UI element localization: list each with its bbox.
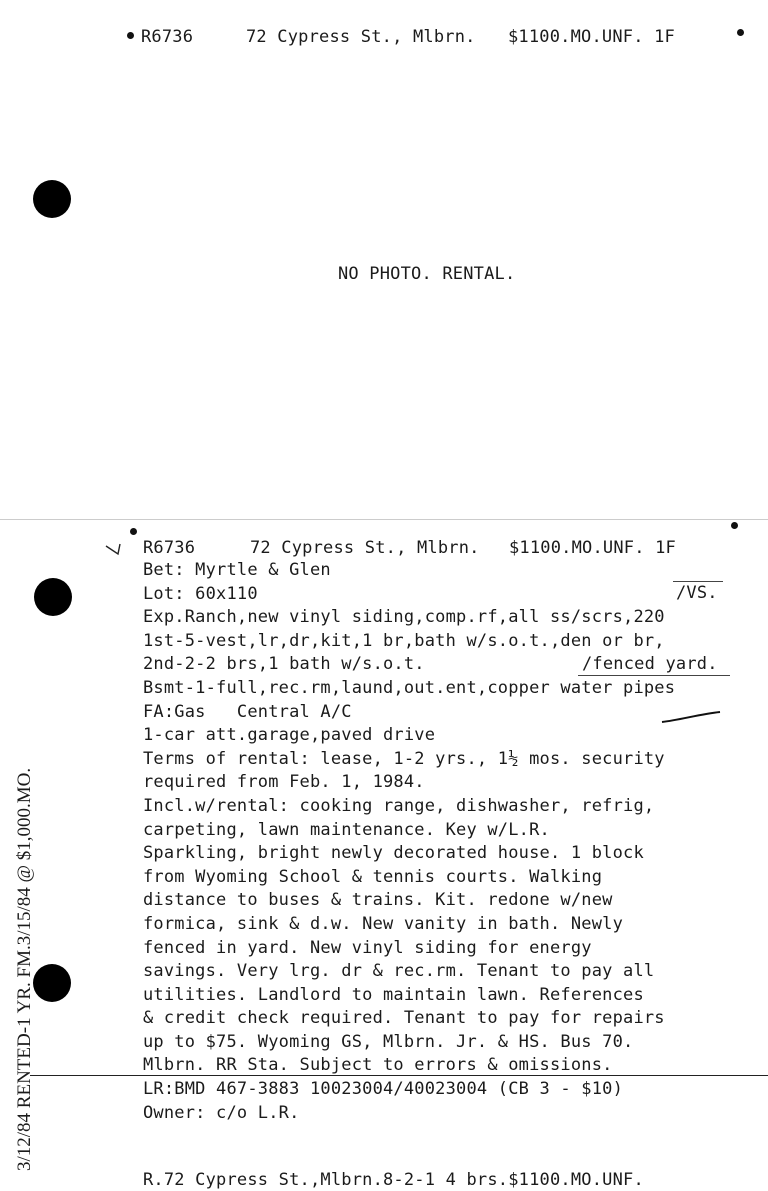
detail-line: Exp.Ranch,new vinyl siding,comp.rf,all ss/scrs,220	[143, 607, 665, 628]
bullet-dot	[737, 29, 744, 36]
detail-line: Incl.w/rental: cooking range, dishwasher, refrig,	[143, 795, 655, 816]
detail-line: FA:Gas Central A/C	[143, 701, 352, 722]
detail-line: up to $75. Wyoming GS, Mlbrn. Jr. & HS. Bus 70.	[143, 1031, 634, 1052]
listing-details	[143, 559, 675, 1125]
vs-note: /VS.	[676, 583, 718, 603]
detail-line: savings. Very lrg. dr & rec.rm. Tenant to pay all	[143, 961, 655, 982]
detail-line: required from Feb. 1, 1984.	[143, 772, 425, 793]
detail-line: & credit check required. Tenant to pay for repairs	[143, 1008, 665, 1029]
top-listing-number: R6736	[141, 27, 194, 47]
detail-line: Bsmt-1-full,rec.rm,laund,out.ent,copper water pipes	[143, 677, 676, 698]
bullet-dot	[127, 32, 134, 39]
top-address: 72 Cypress St., Mlbrn.	[246, 27, 476, 47]
detail-line: formica, sink & d.w. New vanity in bath. Newly	[143, 913, 624, 934]
punch-hole-middle	[34, 578, 72, 616]
check-mark-icon	[660, 708, 724, 728]
detail-line: 2nd-2-2 brs,1 bath w/s.o.t.	[143, 654, 425, 675]
bullet-dot	[130, 528, 137, 535]
detail-line: LR:BMD 467-3883 10023004/40023004 (CB 3 - $10)	[143, 1079, 624, 1100]
vs-note-overline	[673, 581, 723, 582]
section-divider	[30, 1075, 768, 1076]
top-price: $1100.MO.UNF. 1F	[508, 27, 675, 47]
punch-hole-top	[33, 180, 71, 218]
check-mark-icon	[104, 540, 134, 560]
detail-line: Lot: 60x110	[143, 583, 258, 604]
rented-side-note: 3/12/84 RENTED-1 YR. FM.3/15/84 @ $1,000.MO.	[14, 767, 35, 1171]
card-price: $1100.MO.UNF. 1F	[509, 538, 676, 558]
card-listing-number: R6736	[143, 538, 196, 558]
detail-line: utilities. Landlord to maintain lawn. References	[143, 984, 644, 1005]
detail-line: Mlbrn. RR Sta. Subject to errors & omissions.	[143, 1055, 613, 1076]
detail-line: carpeting, lawn maintenance. Key w/L.R.	[143, 819, 550, 840]
detail-line: 1st-5-vest,lr,dr,kit,1 br,bath w/s.o.t.,den or br,	[143, 630, 665, 651]
detail-line: Owner: c/o L.R.	[143, 1102, 300, 1123]
card-footer: R.72 Cypress St.,Mlbrn.8-2-1 4 brs.$1100.MO.UNF.	[143, 1170, 644, 1190]
fenced-yard-note: /fenced yard.	[582, 654, 718, 674]
detail-line: Terms of rental: lease, 1-2 yrs., 1½ mos. security	[143, 748, 665, 769]
card-top-edge	[0, 519, 768, 520]
detail-line: 1-car att.garage,paved drive	[143, 725, 436, 746]
bullet-dot	[731, 522, 738, 529]
card-address: 72 Cypress St., Mlbrn.	[250, 538, 480, 558]
detail-line: fenced in yard. New vinyl siding for energy	[143, 937, 592, 958]
punch-hole-bottom	[33, 964, 71, 1002]
detail-line: distance to buses & trains. Kit. redone w/new	[143, 890, 613, 911]
photo-placeholder: NO PHOTO. RENTAL.	[338, 264, 516, 284]
detail-line: Sparkling, bright newly decorated house. 1 block	[143, 843, 644, 864]
fenced-yard-underline	[578, 675, 730, 676]
detail-line: Bet: Myrtle & Glen	[143, 560, 331, 580]
detail-line: from Wyoming School & tennis courts. Walking	[143, 866, 603, 887]
